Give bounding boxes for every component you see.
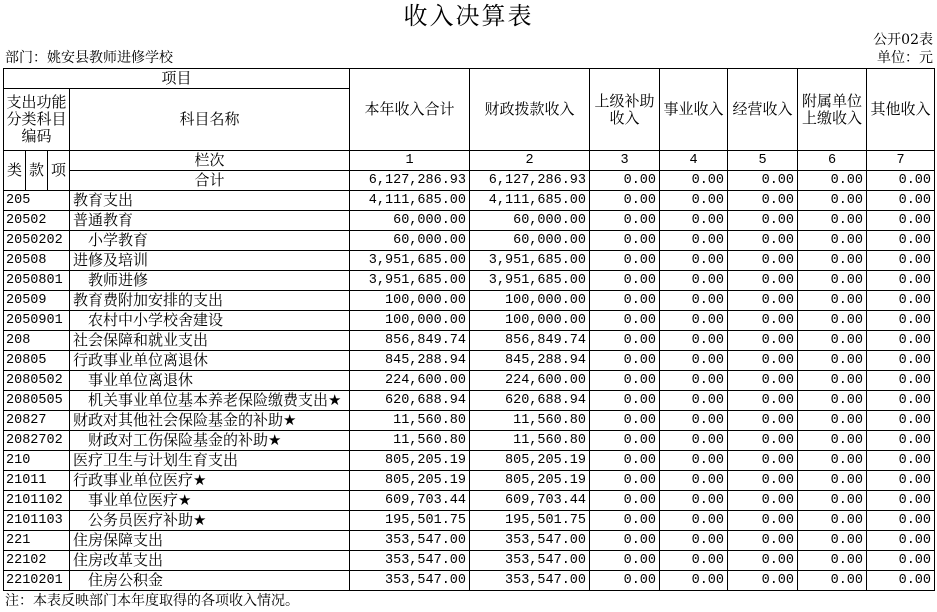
row-code: 210: [4, 451, 70, 471]
row-value-total-income: 609,703.44: [350, 491, 470, 511]
row-value-superior-subsidy: 0.00: [590, 571, 660, 591]
row-value-superior-subsidy: 0.00: [590, 291, 660, 311]
row-value-superior-subsidy: 0.00: [590, 491, 660, 511]
row-value-operating-income: 0.00: [728, 431, 798, 451]
header-col-business-income: 事业收入: [660, 69, 728, 151]
row-value-other-income: 0.00: [867, 271, 935, 291]
row-value-other-income: 0.00: [867, 311, 935, 331]
row-value-operating-income: 0.00: [728, 191, 798, 211]
row-value-business-income: 0.00: [660, 511, 728, 531]
row-value-total-income: 856,849.74: [350, 331, 470, 351]
row-value-affiliated-remittance: 0.00: [798, 191, 867, 211]
total-value-fiscal-appropriation: 6,127,286.93: [470, 171, 590, 191]
row-value-operating-income: 0.00: [728, 311, 798, 331]
row-value-total-income: 100,000.00: [350, 291, 470, 311]
row-name: 普通教育: [70, 211, 350, 231]
row-value-fiscal-appropriation: 60,000.00: [470, 211, 590, 231]
table-row: [4, 231, 935, 251]
row-value-superior-subsidy: 0.00: [590, 411, 660, 431]
row-value-business-income: 0.00: [660, 251, 728, 271]
row-value-business-income: 0.00: [660, 491, 728, 511]
row-name: 医疗卫生与计划生育支出: [70, 451, 350, 471]
header-col-affiliated-remittance: 附属单位上缴收入: [798, 69, 867, 151]
row-value-affiliated-remittance: 0.00: [798, 431, 867, 451]
table-row: [4, 391, 935, 411]
row-value-affiliated-remittance: 0.00: [798, 411, 867, 431]
header-name: 科目名称: [70, 89, 350, 151]
row-value-total-income: 845,288.94: [350, 351, 470, 371]
row-value-operating-income: 0.00: [728, 511, 798, 531]
row-value-business-income: 0.00: [660, 571, 728, 591]
row-value-other-income: 0.00: [867, 471, 935, 491]
row-value-superior-subsidy: 0.00: [590, 251, 660, 271]
column-number: 3: [590, 151, 660, 171]
row-name: 机关事业单位基本养老保险缴费支出★: [70, 391, 350, 411]
row-value-business-income: 0.00: [660, 311, 728, 331]
row-value-operating-income: 0.00: [728, 291, 798, 311]
row-name: 财政对其他社会保险基金的补助★: [70, 411, 350, 431]
row-name: 小学教育: [70, 231, 350, 251]
row-value-operating-income: 0.00: [728, 451, 798, 471]
row-name: 进修及培训: [70, 251, 350, 271]
row-value-operating-income: 0.00: [728, 411, 798, 431]
row-value-fiscal-appropriation: 805,205.19: [470, 471, 590, 491]
row-code: 208: [4, 331, 70, 351]
table-row: [4, 511, 935, 531]
table-row: [4, 331, 935, 351]
row-value-business-income: 0.00: [660, 551, 728, 571]
row-value-affiliated-remittance: 0.00: [798, 311, 867, 331]
row-value-fiscal-appropriation: 100,000.00: [470, 311, 590, 331]
row-value-fiscal-appropriation: 856,849.74: [470, 331, 590, 351]
header-row: [4, 69, 935, 89]
row-value-business-income: 0.00: [660, 211, 728, 231]
row-value-fiscal-appropriation: 845,288.94: [470, 351, 590, 371]
row-value-superior-subsidy: 0.00: [590, 391, 660, 411]
row-code: 2082702: [4, 431, 70, 451]
row-code: 21011: [4, 471, 70, 491]
row-value-business-income: 0.00: [660, 391, 728, 411]
row-value-affiliated-remittance: 0.00: [798, 351, 867, 371]
row-value-total-income: 195,501.75: [350, 511, 470, 531]
row-value-affiliated-remittance: 0.00: [798, 231, 867, 251]
row-value-superior-subsidy: 0.00: [590, 371, 660, 391]
table-row: [4, 451, 935, 471]
row-name: 行政事业单位离退休: [70, 351, 350, 371]
column-number: 1: [350, 151, 470, 171]
row-value-affiliated-remittance: 0.00: [798, 291, 867, 311]
row-value-superior-subsidy: 0.00: [590, 531, 660, 551]
row-name: 住房保障支出: [70, 531, 350, 551]
row-value-total-income: 805,205.19: [350, 471, 470, 491]
row-code: 2050801: [4, 271, 70, 291]
row-name: 住房改革支出: [70, 551, 350, 571]
row-value-superior-subsidy: 0.00: [590, 231, 660, 251]
table-row: [4, 271, 935, 291]
row-name: 事业单位离退休: [70, 371, 350, 391]
row-value-business-income: 0.00: [660, 191, 728, 211]
row-value-total-income: 353,547.00: [350, 531, 470, 551]
column-number: 4: [660, 151, 728, 171]
row-value-total-income: 100,000.00: [350, 311, 470, 331]
header-code-section: 款: [26, 151, 48, 191]
row-value-superior-subsidy: 0.00: [590, 551, 660, 571]
row-value-operating-income: 0.00: [728, 491, 798, 511]
row-value-operating-income: 0.00: [728, 551, 798, 571]
row-value-total-income: 60,000.00: [350, 211, 470, 231]
row-value-fiscal-appropriation: 353,547.00: [470, 531, 590, 551]
row-value-fiscal-appropriation: 353,547.00: [470, 551, 590, 571]
total-value-other-income: 0.00: [867, 171, 935, 191]
row-code: 2080505: [4, 391, 70, 411]
row-code: 20508: [4, 251, 70, 271]
department-label: 部门：姚安县教师进修学校: [5, 50, 173, 66]
unit-label: 单位：元: [877, 50, 933, 66]
row-value-total-income: 11,560.80: [350, 411, 470, 431]
total-value-business-income: 0.00: [660, 171, 728, 191]
row-value-affiliated-remittance: 0.00: [798, 491, 867, 511]
row-value-other-income: 0.00: [867, 351, 935, 371]
row-code: 20509: [4, 291, 70, 311]
row-value-other-income: 0.00: [867, 451, 935, 471]
row-value-total-income: 4,111,685.00: [350, 191, 470, 211]
row-value-total-income: 60,000.00: [350, 231, 470, 251]
row-value-affiliated-remittance: 0.00: [798, 391, 867, 411]
row-value-superior-subsidy: 0.00: [590, 471, 660, 491]
header-col-superior-subsidy: 上级补助收入: [590, 69, 660, 151]
row-code: 2080502: [4, 371, 70, 391]
row-value-operating-income: 0.00: [728, 331, 798, 351]
row-value-fiscal-appropriation: 60,000.00: [470, 231, 590, 251]
row-value-total-income: 224,600.00: [350, 371, 470, 391]
table-row: [4, 431, 935, 451]
row-value-other-income: 0.00: [867, 291, 935, 311]
row-value-affiliated-remittance: 0.00: [798, 271, 867, 291]
row-value-superior-subsidy: 0.00: [590, 311, 660, 331]
row-value-affiliated-remittance: 0.00: [798, 571, 867, 591]
row-value-affiliated-remittance: 0.00: [798, 451, 867, 471]
row-value-operating-income: 0.00: [728, 371, 798, 391]
row-name: 教育支出: [70, 191, 350, 211]
row-value-other-income: 0.00: [867, 231, 935, 251]
row-value-other-income: 0.00: [867, 191, 935, 211]
row-value-other-income: 0.00: [867, 531, 935, 551]
table-row: [4, 351, 935, 371]
row-value-business-income: 0.00: [660, 371, 728, 391]
page-title: 收入决算表: [403, 2, 534, 30]
row-value-other-income: 0.00: [867, 251, 935, 271]
row-name: 农村中小学校舍建设: [70, 311, 350, 331]
row-value-other-income: 0.00: [867, 391, 935, 411]
total-label: 合计: [70, 171, 350, 191]
row-name: 社会保障和就业支出: [70, 331, 350, 351]
row-value-business-income: 0.00: [660, 431, 728, 451]
footnote: 注：本表反映部门本年度取得的各项收入情况。: [5, 593, 299, 609]
row-name: 行政事业单位医疗★: [70, 471, 350, 491]
table-row: [4, 471, 935, 491]
row-name: 教师进修: [70, 271, 350, 291]
row-code: 205: [4, 191, 70, 211]
row-value-other-income: 0.00: [867, 511, 935, 531]
row-value-total-income: 353,547.00: [350, 551, 470, 571]
row-value-superior-subsidy: 0.00: [590, 351, 660, 371]
row-value-total-income: 3,951,685.00: [350, 251, 470, 271]
row-value-operating-income: 0.00: [728, 391, 798, 411]
total-row: [4, 171, 935, 191]
row-value-operating-income: 0.00: [728, 251, 798, 271]
row-code: 20805: [4, 351, 70, 371]
row-code: 20502: [4, 211, 70, 231]
column-number: 6: [798, 151, 867, 171]
row-value-superior-subsidy: 0.00: [590, 451, 660, 471]
header-col-other-income: 其他收入: [867, 69, 935, 151]
total-value-operating-income: 0.00: [728, 171, 798, 191]
row-value-other-income: 0.00: [867, 551, 935, 571]
row-value-affiliated-remittance: 0.00: [798, 531, 867, 551]
row-value-other-income: 0.00: [867, 491, 935, 511]
row-name: 财政对工伤保险基金的补助★: [70, 431, 350, 451]
row-code: 2101102: [4, 491, 70, 511]
table-code-label: 公开02表: [873, 32, 933, 48]
row-value-business-income: 0.00: [660, 331, 728, 351]
row-value-other-income: 0.00: [867, 411, 935, 431]
row-value-fiscal-appropriation: 224,600.00: [470, 371, 590, 391]
row-code: 2050901: [4, 311, 70, 331]
row-value-affiliated-remittance: 0.00: [798, 511, 867, 531]
row-value-fiscal-appropriation: 609,703.44: [470, 491, 590, 511]
row-value-affiliated-remittance: 0.00: [798, 211, 867, 231]
row-value-other-income: 0.00: [867, 371, 935, 391]
row-value-total-income: 620,688.94: [350, 391, 470, 411]
row-value-business-income: 0.00: [660, 471, 728, 491]
row-value-total-income: 3,951,685.00: [350, 271, 470, 291]
row-value-operating-income: 0.00: [728, 211, 798, 231]
header-col-operating-income: 经营收入: [728, 69, 798, 151]
table-row: [4, 191, 935, 211]
row-value-business-income: 0.00: [660, 451, 728, 471]
row-value-fiscal-appropriation: 4,111,685.00: [470, 191, 590, 211]
table-row: [4, 411, 935, 431]
row-value-operating-income: 0.00: [728, 571, 798, 591]
row-value-operating-income: 0.00: [728, 471, 798, 491]
table-row: [4, 571, 935, 591]
table-row: [4, 371, 935, 391]
table-row: [4, 251, 935, 271]
row-value-business-income: 0.00: [660, 531, 728, 551]
table-row: [4, 211, 935, 231]
row-value-fiscal-appropriation: 100,000.00: [470, 291, 590, 311]
table-row: [4, 551, 935, 571]
row-value-affiliated-remittance: 0.00: [798, 471, 867, 491]
header-code: 支出功能分类科目编码: [4, 89, 70, 151]
row-value-other-income: 0.00: [867, 571, 935, 591]
table-body: [4, 191, 935, 591]
row-value-other-income: 0.00: [867, 431, 935, 451]
row-value-fiscal-appropriation: 620,688.94: [470, 391, 590, 411]
row-value-total-income: 11,560.80: [350, 431, 470, 451]
row-value-superior-subsidy: 0.00: [590, 191, 660, 211]
row-value-superior-subsidy: 0.00: [590, 211, 660, 231]
row-value-other-income: 0.00: [867, 331, 935, 351]
row-value-superior-subsidy: 0.00: [590, 431, 660, 451]
income-table: [3, 68, 935, 591]
row-value-fiscal-appropriation: 3,951,685.00: [470, 251, 590, 271]
row-code: 221: [4, 531, 70, 551]
row-value-affiliated-remittance: 0.00: [798, 371, 867, 391]
table-row: [4, 311, 935, 331]
column-number: 7: [867, 151, 935, 171]
row-value-operating-income: 0.00: [728, 351, 798, 371]
row-value-operating-income: 0.00: [728, 531, 798, 551]
row-value-fiscal-appropriation: 195,501.75: [470, 511, 590, 531]
row-value-business-income: 0.00: [660, 291, 728, 311]
row-value-business-income: 0.00: [660, 231, 728, 251]
header-col-total-income: 本年收入合计: [350, 69, 470, 151]
row-value-total-income: 353,547.00: [350, 571, 470, 591]
row-name: 公务员医疗补助★: [70, 511, 350, 531]
row-code: 22102: [4, 551, 70, 571]
row-name: 教育费附加安排的支出: [70, 291, 350, 311]
row-value-business-income: 0.00: [660, 411, 728, 431]
table-row: [4, 531, 935, 551]
row-value-fiscal-appropriation: 3,951,685.00: [470, 271, 590, 291]
row-value-affiliated-remittance: 0.00: [798, 551, 867, 571]
row-value-operating-income: 0.00: [728, 271, 798, 291]
row-value-fiscal-appropriation: 353,547.00: [470, 571, 590, 591]
header-code-class: 类: [4, 151, 26, 191]
table-row: [4, 291, 935, 311]
row-value-fiscal-appropriation: 805,205.19: [470, 451, 590, 471]
row-value-affiliated-remittance: 0.00: [798, 331, 867, 351]
row-value-operating-income: 0.00: [728, 231, 798, 251]
row-code: 2210201: [4, 571, 70, 591]
column-index-row: [4, 151, 935, 171]
row-value-total-income: 805,205.19: [350, 451, 470, 471]
header-col-fiscal-appropriation: 财政拨款收入: [470, 69, 590, 151]
row-value-business-income: 0.00: [660, 271, 728, 291]
table-header: [4, 69, 935, 191]
header-item: 项目: [4, 69, 350, 89]
row-value-fiscal-appropriation: 11,560.80: [470, 411, 590, 431]
header-code-item: 项: [48, 151, 70, 191]
column-number: 5: [728, 151, 798, 171]
row-name: 事业单位医疗★: [70, 491, 350, 511]
row-code: 20827: [4, 411, 70, 431]
table-row: [4, 491, 935, 511]
total-value-superior-subsidy: 0.00: [590, 171, 660, 191]
total-value-affiliated-remittance: 0.00: [798, 171, 867, 191]
row-name: 住房公积金: [70, 571, 350, 591]
row-value-superior-subsidy: 0.00: [590, 511, 660, 531]
row-value-fiscal-appropriation: 11,560.80: [470, 431, 590, 451]
total-value-total-income: 6,127,286.93: [350, 171, 470, 191]
row-code: 2050202: [4, 231, 70, 251]
row-value-business-income: 0.00: [660, 351, 728, 371]
row-value-affiliated-remittance: 0.00: [798, 251, 867, 271]
row-value-other-income: 0.00: [867, 211, 935, 231]
row-value-superior-subsidy: 0.00: [590, 271, 660, 291]
row-value-superior-subsidy: 0.00: [590, 331, 660, 351]
column-index-label: 栏次: [70, 151, 350, 171]
row-code: 2101103: [4, 511, 70, 531]
column-number: 2: [470, 151, 590, 171]
